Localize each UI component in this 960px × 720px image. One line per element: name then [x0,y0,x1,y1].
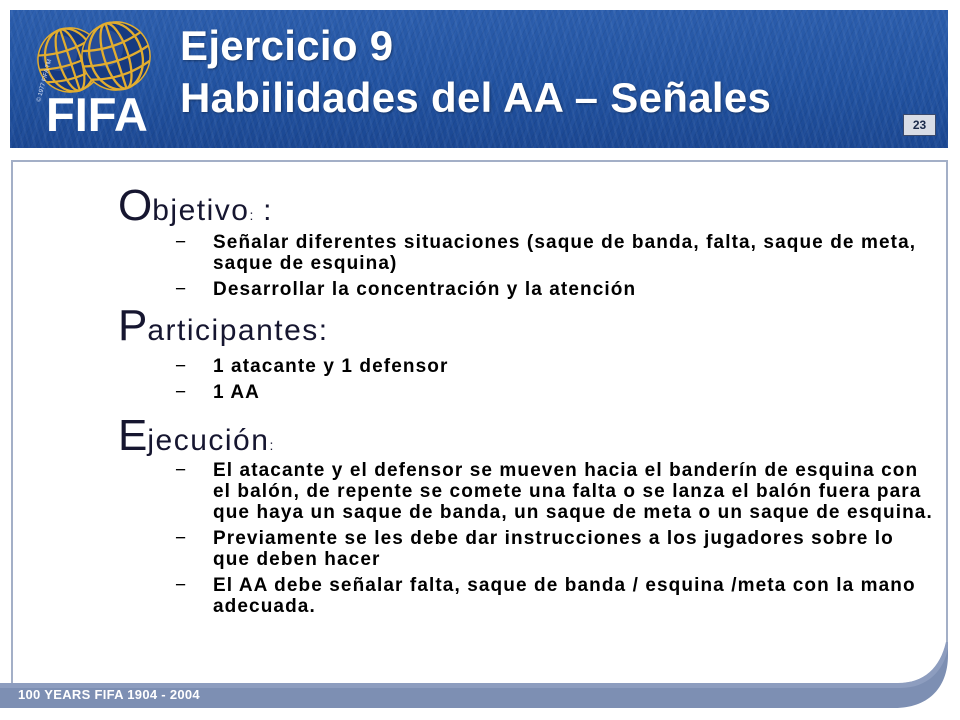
slide-title [180,20,771,124]
heading-text: articipantes: [147,314,329,347]
bullet-text: El AA debe señalar falta, saque de banda / esquina /meta con la mano adecuada. [213,575,916,617]
title-line-2: Habilidades del AA – Señales [180,74,772,121]
heading-colon: : [253,194,274,227]
heading-text: jecución [147,424,270,457]
participantes-bullet-list [175,356,953,408]
section-heading-participantes [118,301,329,353]
heading-small-colon: : [269,437,274,453]
bullet-text: 1 atacante y 1 defensor [213,356,449,377]
heading-text: bjetivo [152,194,250,227]
bullet-dash: − [175,460,187,481]
logo-copyright: © 1977 FIFA TM [36,58,54,103]
bullet-dash: − [175,279,187,300]
fifa-wordmark: FIFA [46,88,148,141]
heading-small-colon: : [249,207,254,223]
bullet-item [175,356,953,377]
bullet-text: Señalar diferentes situaciones (saque de banda, falta, saque de meta, saque de esquina) [213,232,917,274]
fifa-logo [10,10,170,148]
heading-initial: O [118,181,153,230]
bullet-item [175,232,953,274]
bullet-text: El atacante y el defensor se mueven hacia el banderín de esquina con el balón, de repente se comete una falta o se lanza el balón fuera para que haya un saque de banda, un saque de meta o un saque de esquina. [213,460,933,523]
title-line-1: Ejercicio 9 [180,22,394,69]
bullet-dash: − [175,575,187,596]
bullet-dash: − [175,356,187,377]
bullet-dash: − [175,528,187,549]
bullet-text: 1 AA [213,382,260,403]
section-heading-objetivo [118,181,274,237]
heading-initial: P [118,301,148,350]
bullet-text: Desarrollar la concentración y la atención [213,279,637,300]
bullet-dash: − [175,232,187,253]
footer-text: 100 YEARS FIFA 1904 - 2004 [18,687,200,702]
bullet-text: Previamente se les debe dar instrucciones a los jugadores sobre lo que deben hacer [213,528,894,570]
bullet-item [175,528,953,570]
slide-header [10,10,948,148]
bullet-item [175,382,953,403]
bullet-item [175,279,953,300]
bullet-dash: − [175,382,187,403]
ejecucion-bullet-list [175,460,953,622]
heading-initial: E [118,411,148,460]
objetivo-bullet-list [175,232,953,305]
footer-band-highlight [0,642,948,688]
bullet-item [175,575,953,617]
bullet-item [175,460,953,523]
page-number-badge: 23 [903,114,936,136]
